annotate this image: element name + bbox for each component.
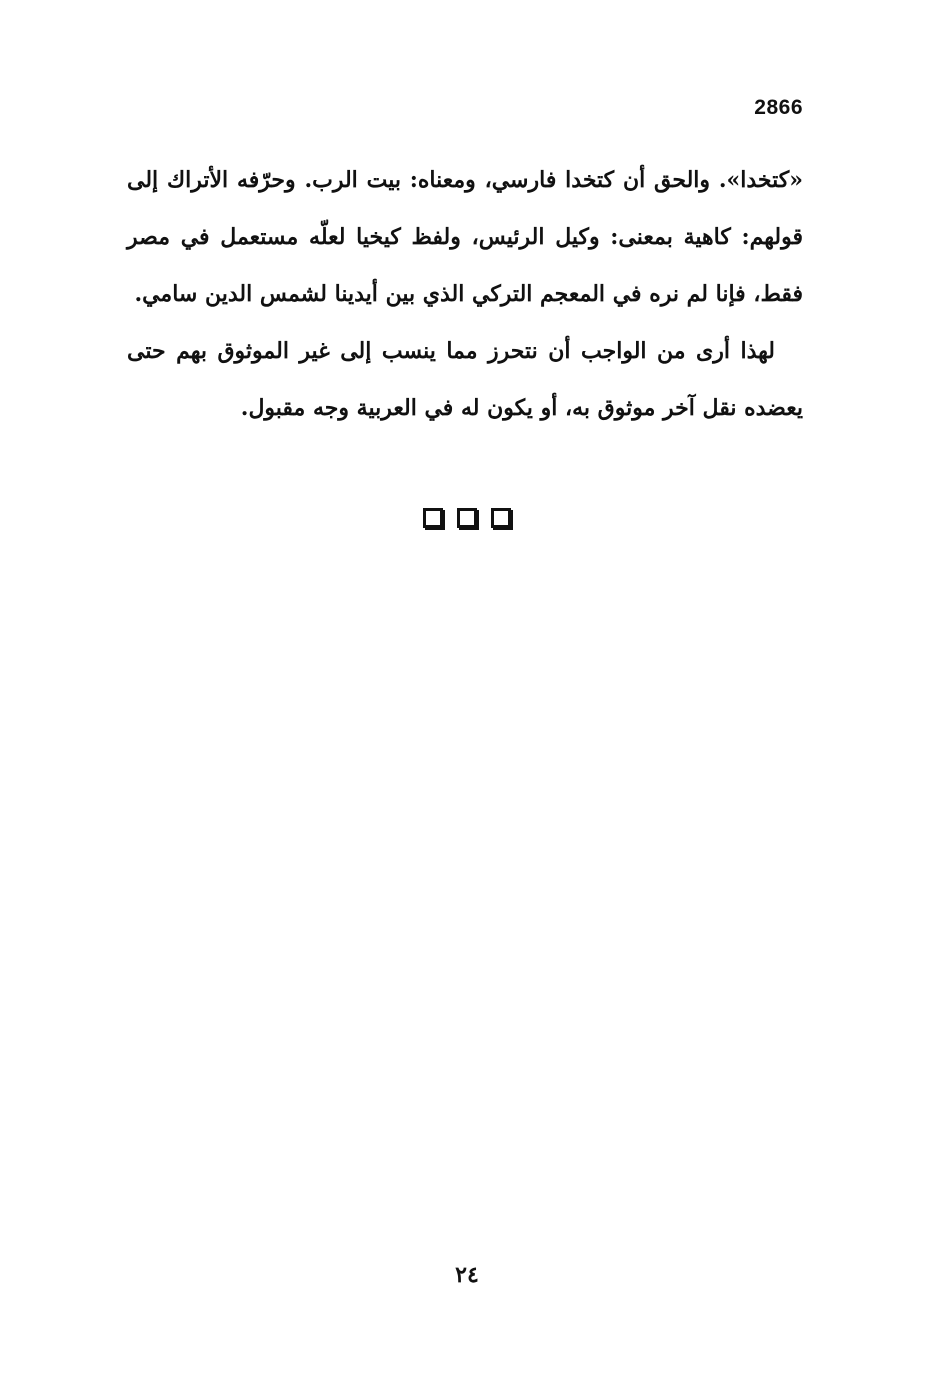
paragraph-1: «كتخدا». والحق أن كتخدا فارسي، ومعناه: بيت الرب. وحرّفه الأتراك إلى قولهم: كاهية بمعنى: وكيل الرئيس، ولفظ كيخيا لعلّه مستعمل في مصر فقط، فإنا لم نره في المعجم التركي الذي بين أيدينا لشمس الدين سامي.	[127, 167, 803, 307]
separator-square-icon	[423, 508, 443, 528]
section-separator	[0, 508, 934, 528]
page-number-top: 2866	[754, 96, 803, 119]
separator-square-icon	[457, 508, 477, 528]
paragraph-2: لهذا أرى من الواجب أن نتحرز مما ينسب إلى غير الموثوق بهم حتى يعضده نقل آخر موثوق به، أو يكون له في العربية وجه مقبول.	[127, 338, 803, 421]
body-text	[127, 152, 803, 437]
separator-square-icon	[491, 508, 511, 528]
page-number-bottom: ٢٤	[455, 1262, 479, 1288]
